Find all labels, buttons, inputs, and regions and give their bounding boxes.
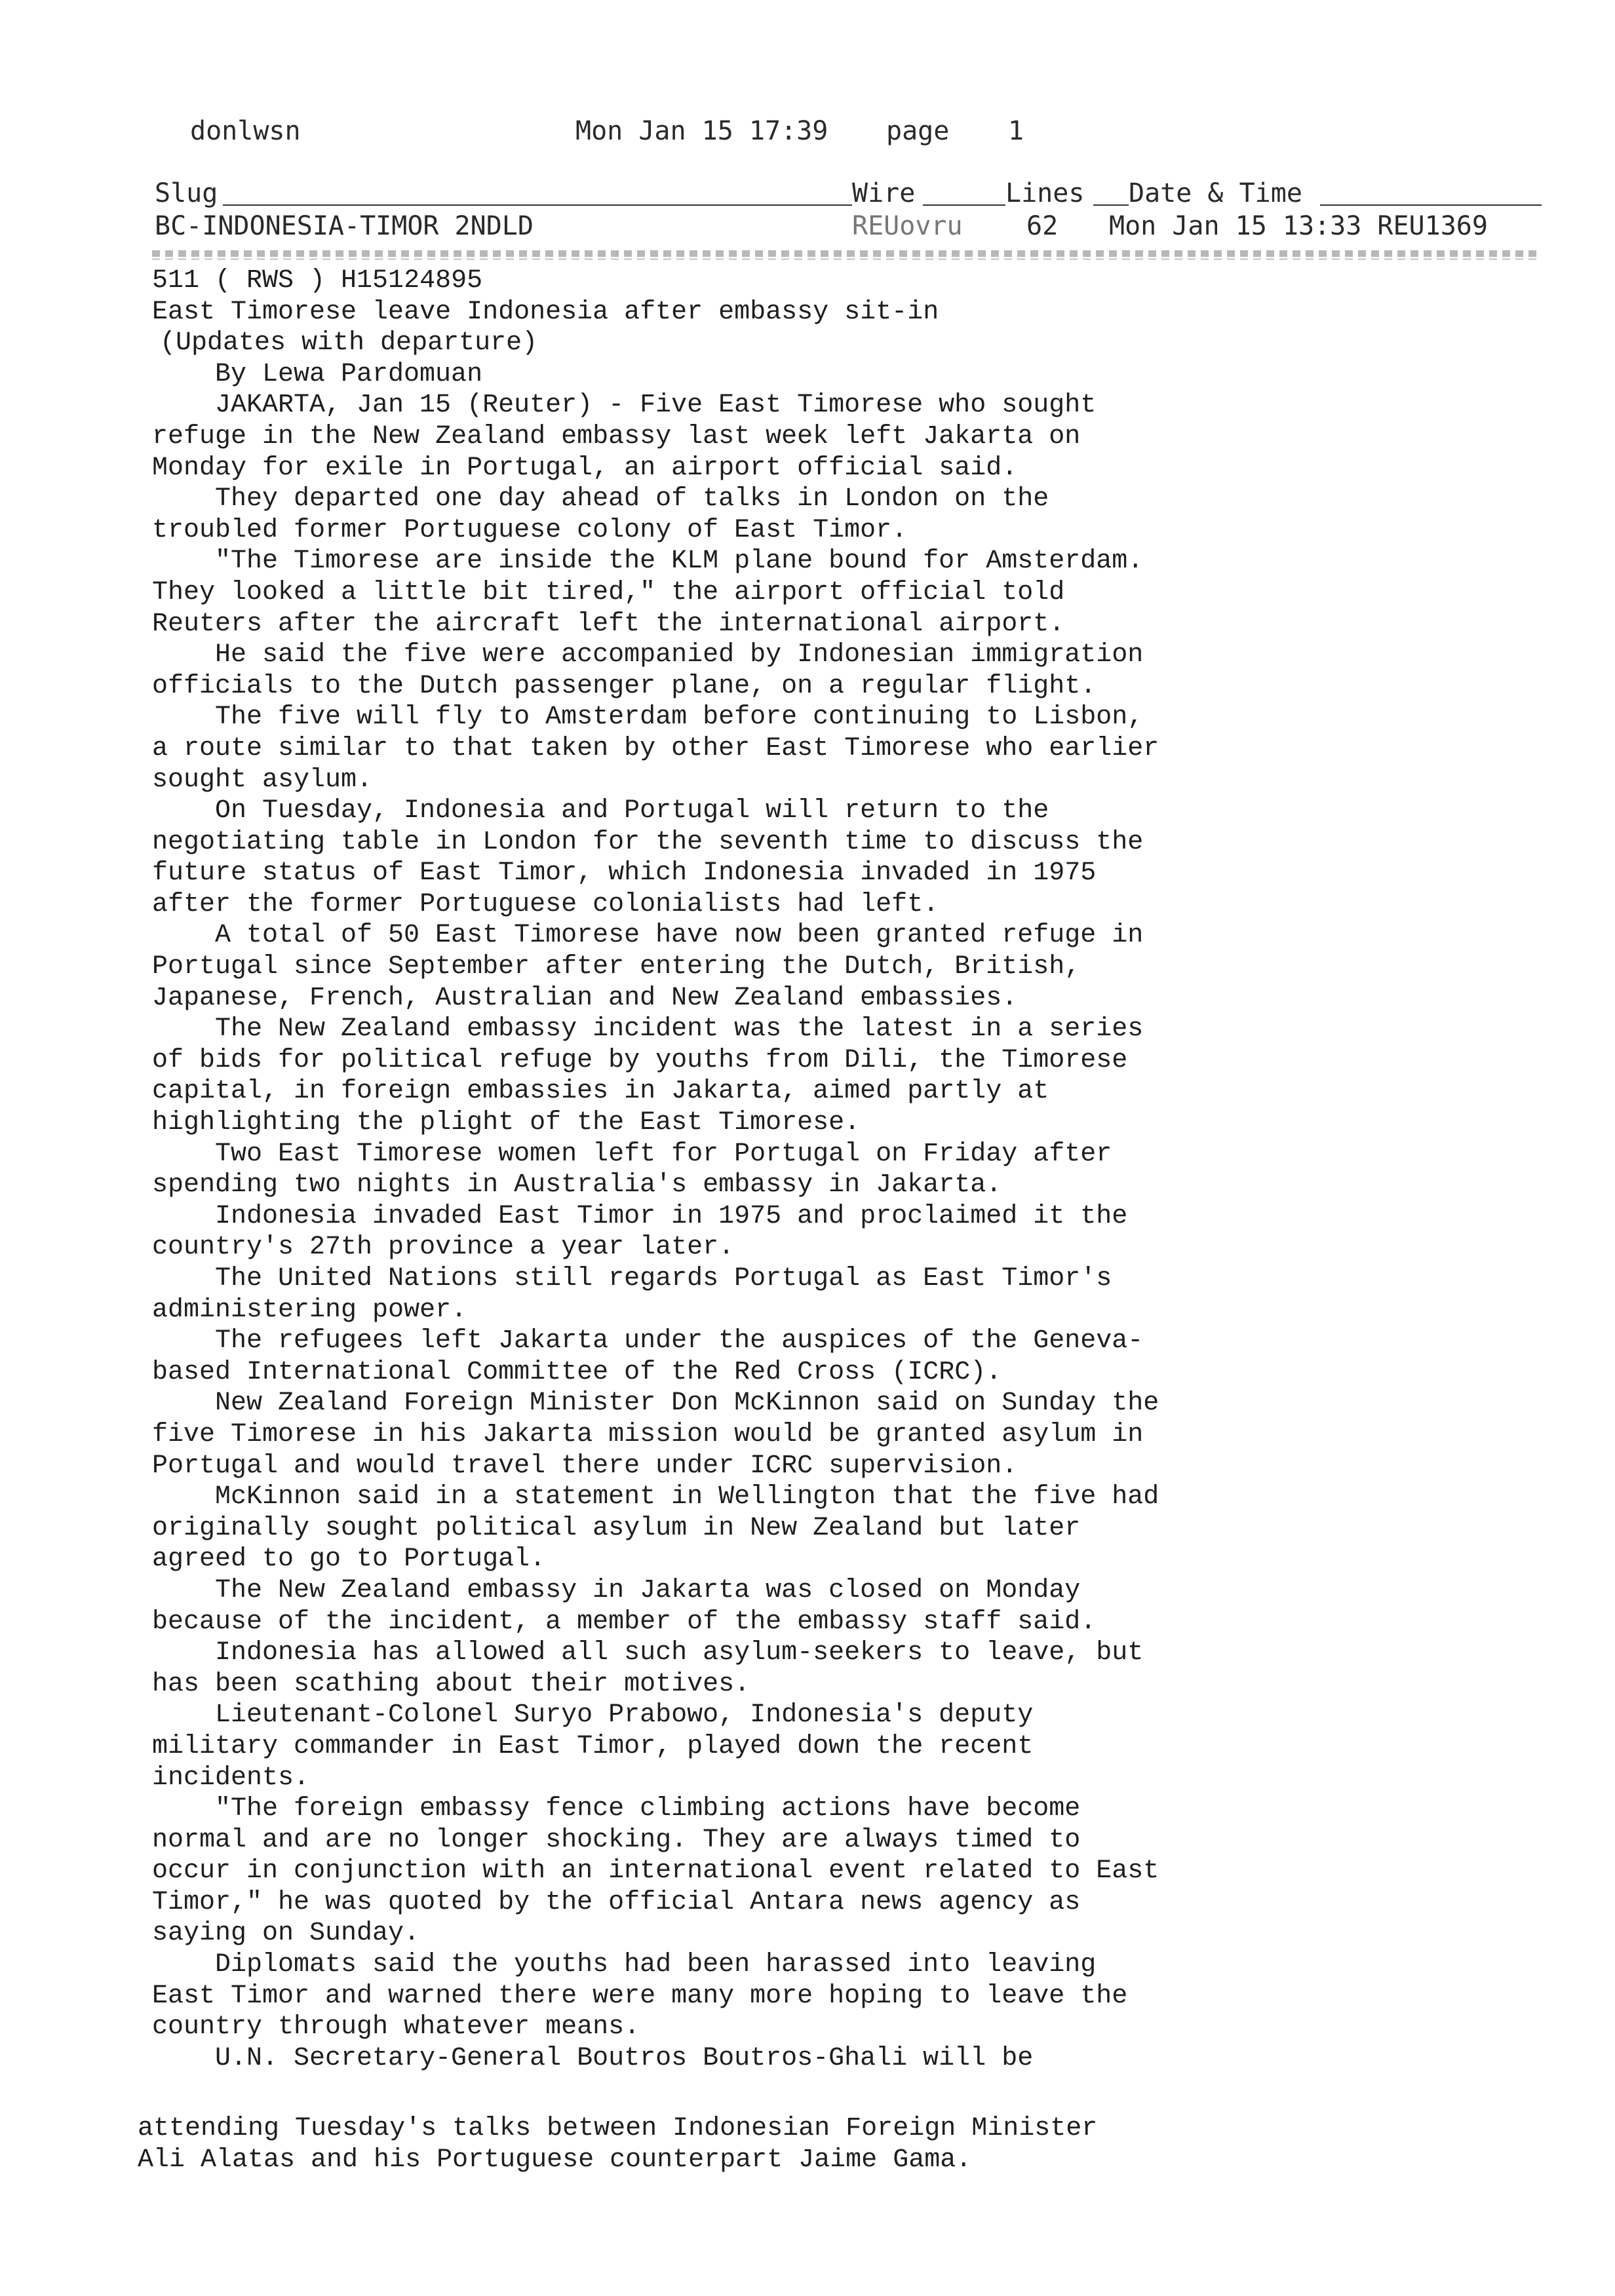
date-value: Mon Jan 15 13:33 REU1369 xyxy=(1109,211,1488,241)
story-line: after the former Portuguese colonialists had left. xyxy=(152,889,939,919)
story-line: Portugal and would travel there under ICRC supervision. xyxy=(152,1451,1018,1481)
story-line: troubled former Portuguese colony of East Timor. xyxy=(152,515,908,545)
story-line: New Zealand Foreign Minister Don McKinnon said on Sunday the xyxy=(215,1388,1159,1419)
story-continuation xyxy=(138,2113,1540,2175)
story-line: five Timorese in his Jakarta mission would be granted asylum in xyxy=(152,1419,1144,1449)
story-id-line: 511 ( RWS ) H15124895 xyxy=(152,266,483,296)
story-line: The refugees left Jakarta under the auspices of the Geneva- xyxy=(215,1326,1144,1356)
story-line: saying on Sunday. xyxy=(152,1919,420,1949)
story-line: Reuters after the aircraft left the international airport. xyxy=(152,609,1065,639)
story-line: agreed to go to Portugal. xyxy=(152,1544,546,1575)
story-line: highlighting the plight of the East Timorese. xyxy=(152,1108,861,1138)
story-line: normal and are no longer shocking. They are always timed to xyxy=(152,1825,1081,1855)
story-paragraphs xyxy=(152,390,1542,2074)
story-line: negotiating table in London for the seventh time to discuss the xyxy=(152,827,1144,857)
story-line: He said the five were accompanied by Indonesian immigration xyxy=(215,640,1144,670)
slug-label: Slug xyxy=(155,178,218,208)
story-line: spending two nights in Australia's embassy in Jakarta. xyxy=(152,1170,1002,1200)
story-line: has been scathing about their motives. xyxy=(152,1669,750,1699)
story-line: officials to the Dutch passenger plane, on a regular flight. xyxy=(152,671,1097,701)
story-line: The United Nations still regards Portugal as East Timor's xyxy=(215,1264,1112,1293)
story-line: incidents. xyxy=(152,1763,310,1793)
story-byline: By Lewa Pardomuan xyxy=(215,359,483,389)
story-line: Diplomats said the youths had been harassed into leaving xyxy=(215,1950,1097,1980)
story-line: Indonesia invaded East Timor in 1975 and proclaimed it the xyxy=(215,1201,1128,1231)
lines-label: Lines xyxy=(1005,178,1085,208)
story-line: Two East Timorese women left for Portugal on Friday after xyxy=(215,1139,1112,1169)
story-line: Monday for exile in Portugal, an airport official said. xyxy=(152,453,1018,483)
story-line: JAKARTA, Jan 15 (Reuter) - Five East Timorese who sought xyxy=(215,391,1097,421)
story-line: McKinnon said in a statement in Wellington that the five had xyxy=(215,1482,1159,1512)
header-page-label: page xyxy=(886,116,950,146)
story-line: a route similar to that taken by other East Timorese who earlier xyxy=(152,733,1159,763)
story-line: refuge in the New Zealand embassy last week left Jakarta on xyxy=(152,421,1081,451)
story-line: Portugal since September after entering the Dutch, British, xyxy=(152,952,1081,982)
header-user: donlwsn xyxy=(190,116,301,146)
story-line: because of the incident, a member of the embassy staff said. xyxy=(152,1607,1097,1637)
story-line: They departed one day ahead of talks in London on the xyxy=(215,484,1049,514)
header-page-number: 1 xyxy=(1008,116,1024,146)
story-line: Japanese, French, Australian and New Zealand embassies. xyxy=(152,983,1018,1013)
header-separator-lower xyxy=(152,258,1542,260)
header-separator xyxy=(152,250,1542,257)
story-line: They looked a little bit tired," the airport official told xyxy=(152,577,1065,607)
story-line: future status of East Timor, which Indonesia invaded in 1975 xyxy=(152,858,1097,889)
story-line: based International Committee of the Red Cross (ICRC). xyxy=(152,1357,1002,1387)
story-line: The five will fly to Amsterdam before continuing to Lisbon, xyxy=(215,702,1144,733)
story-line: Lieutenant-Colonel Suryo Prabowo, Indonesia's deputy xyxy=(215,1700,1034,1731)
story-line: East Timor and warned there were many more hoping to leave the xyxy=(152,1981,1128,2011)
story-line: of bids for political refuge by youths from Dili, the Timorese xyxy=(152,1045,1128,1075)
story-line: originally sought political asylum in New Zealand but later xyxy=(152,1513,1081,1543)
header-printed-time: Mon Jan 15 17:39 xyxy=(575,116,828,146)
wire-underline xyxy=(923,204,1005,206)
story-line: Indonesia has allowed all such asylum-seekers to leave, but xyxy=(215,1638,1144,1668)
story-line: country through whatever means. xyxy=(152,2012,640,2042)
story-update-note: (Updates with departure) xyxy=(160,328,538,358)
story-line: attending Tuesday's talks between Indonesian Foreign Minister xyxy=(138,2114,1098,2143)
story-line: "The Timorese are inside the KLM plane bound for Amsterdam. xyxy=(215,546,1144,577)
story-line: administering power. xyxy=(152,1295,467,1325)
story-line: country's 27th province a year later. xyxy=(152,1233,735,1263)
story-body xyxy=(152,265,1542,2074)
story-line: Ali Alatas and his Portuguese counterpart Jaime Gama. xyxy=(138,2145,972,2175)
story-headline: East Timorese leave Indonesia after embassy sit-in xyxy=(152,297,939,327)
story-line: The New Zealand embassy in Jakarta was closed on Monday xyxy=(215,1575,1081,1605)
lines-value: 62 xyxy=(1026,211,1059,241)
lines-underline xyxy=(1093,204,1129,206)
story-line: Timor," he was quoted by the official Antara news agency as xyxy=(152,1887,1081,1917)
story-line: military commander in East Timor, played down the recent xyxy=(152,1731,1034,1761)
story-line: "The foreign embassy fence climbing actions have become xyxy=(215,1794,1081,1824)
wire-label: Wire xyxy=(852,178,916,208)
story-line: A total of 50 East Timorese have now been granted refuge in xyxy=(215,921,1144,951)
date-underline xyxy=(1320,204,1542,206)
date-label: Date & Time xyxy=(1129,178,1302,208)
story-line: occur in conjunction with an international event related to East xyxy=(152,1856,1159,1886)
story-line: On Tuesday, Indonesia and Portugal will return to the xyxy=(215,796,1049,826)
story-line: sought asylum. xyxy=(152,765,373,795)
slug-value: BC-INDONESIA-TIMOR 2NDLD xyxy=(155,211,534,241)
slug-underline xyxy=(223,204,852,206)
wire-value: REUovru xyxy=(852,211,963,241)
story-line: capital, in foreign embassies in Jakarta, aimed partly at xyxy=(152,1077,1049,1107)
story-line: U.N. Secretary-General Boutros Boutros-Ghali will be xyxy=(215,2043,1034,2073)
story-line: The New Zealand embassy incident was the latest in a series xyxy=(215,1014,1144,1044)
